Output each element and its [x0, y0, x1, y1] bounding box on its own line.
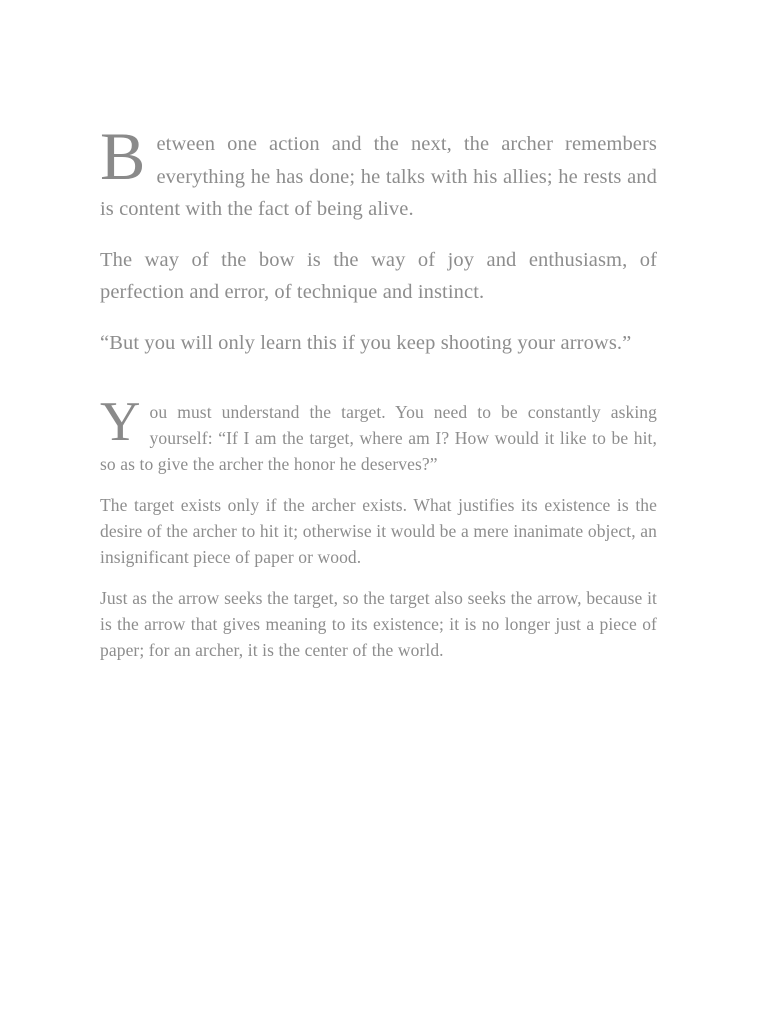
paragraph-dropcap-y — [100, 391, 657, 477]
paragraph-text: ou must understand the target. You need to be constantly asking yourself: “If I am the target, where am I? How would it like to be hit, so as to give the archer the honor he deserves?” — [100, 402, 657, 474]
paragraph: The way of the bow is the way of joy and enthusiasm, of perfection and error, of technique and instinct. — [100, 248, 657, 303]
paragraph-text: etween one action and the next, the archer remembers everything he has done; he talks with his allies; he rests and is content with the fact of being alive. — [100, 133, 657, 220]
passage-one — [100, 118, 657, 359]
drop-cap-b: B — [100, 118, 146, 194]
page-content — [100, 118, 657, 678]
paragraph: The target exists only if the archer exists. What justifies its existence is the desire of the archer to hit it; otherwise it would be a mere inanimate object, an insignificant piece of paper or wood. — [100, 495, 657, 567]
passage-two — [100, 391, 657, 663]
drop-cap-y: Y — [100, 391, 141, 453]
paragraph: Just as the arrow seeks the target, so the target also seeks the arrow, because it is the arrow that gives meaning to its existence; it is no longer just a piece of paper; for an archer, it is the center of the world. — [100, 588, 657, 660]
paragraph-quote: “But you will only learn this if you keep shooting your arrows.” — [100, 331, 632, 354]
paragraph-dropcap-b — [100, 118, 657, 226]
